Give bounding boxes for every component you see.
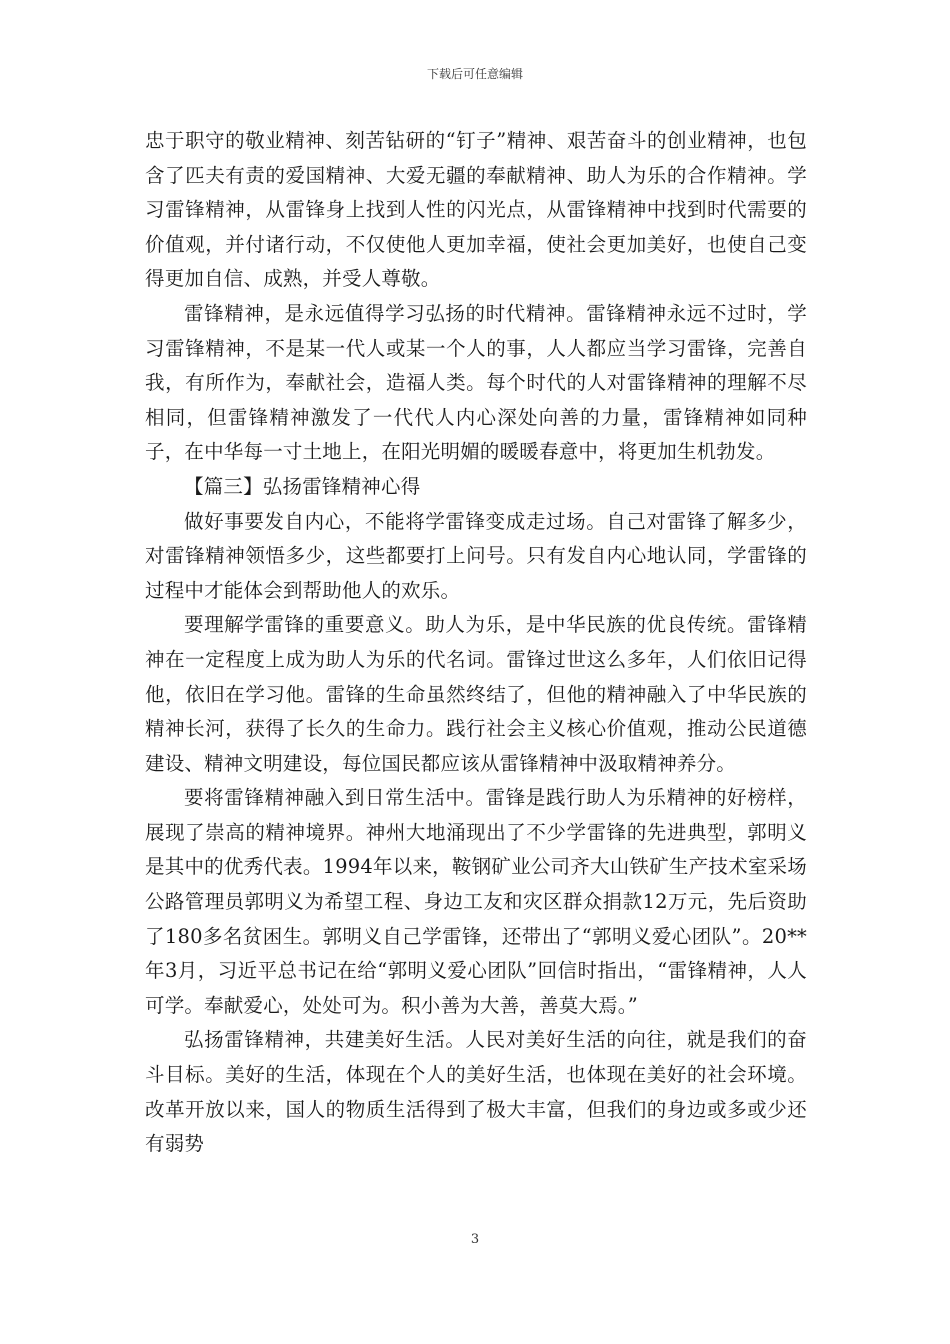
paragraph: 弘扬雷锋精神，共建美好生活。人民对美好生活的向往，就是我们的奋斗目标。美好的生活，体现在个人的美好生活，也体现在美好的社会环境。改革开放以来，国人的物质生活得到了极大丰富，但我们的身边或多或少还有弱势 [145, 1028, 807, 1156]
page-number: 3 [470, 1232, 480, 1247]
paragraph: 要理解学雷锋的重要意义。助人为乐，是中华民族的优良传统。雷锋精神在一定程度上成为助人为乐的代名词。雷锋过世这么多年，人们依旧记得他，依旧在学习他。雷锋的生命虽然终结了，但他的精神融入了中华民族的精神长河，获得了长久的生命力。践行社会主义核心价值观，推动公民道德建设、精神文明建设，每位国民都应该从雷锋精神中汲取精神养分。 [145, 613, 807, 775]
section-heading: 【篇三】弘扬雷锋精神心得 [184, 474, 421, 498]
paragraph: 雷锋精神，是永远值得学习弘扬的时代精神。雷锋精神永远不过时，学习雷锋精神，不是某一代人或某一个人的事，人人都应当学习雷锋，完善自我，有所作为，奉献社会，造福人类。每个时代的人对雷锋精神的理解不尽相同，但雷锋精神激发了一代代人内心深处向善的力量，雷锋精神如同种子，在中华每一寸土地上，在阳光明媚的暖暖春意中，将更加生机勃发。 [145, 301, 807, 464]
paragraph: 忠于职守的敬业精神、刻苦钻研的“钉子”精神、艰苦奋斗的创业精神，也包含了匹夫有责的爱国精神、大爱无疆的奉献精神、助人为乐的合作精神。学习雷锋精神，从雷锋身上找到人性的闪光点，从雷锋精神中找到时代需要的价值观，并付诸行动，不仅使他人更加幸福，使社会更加美好，也使自己变得更加自信、成熟，并受人尊敬。 [145, 129, 807, 291]
paragraph: 做好事要发自内心，不能将学雷锋变成走过场。自己对雷锋了解多少，对雷锋精神领悟多少，这些都要打上问号。只有发自内心地认同，学雷锋的过程中才能体会到帮助他人的欢乐。 [145, 509, 807, 602]
document-body [145, 124, 807, 1162]
paragraph: 要将雷锋精神融入到日常生活中。雷锋是践行助人为乐精神的好榜样，展现了崇高的精神境界。神州大地涌现出了不少学雷锋的先进典型，郭明义是其中的优秀代表。1994年以来，鞍钢矿业公司齐大山铁矿生产技术室采场公路管理员郭明义为希望工程、身边工友和灾区群众捐款12万元，先后资助了180多名贫困生。郭明义自己学雷锋，还带出了“郭明义爱心团队”。20**年3月，习近平总书记在给“郭明义爱心团队”回信时指出，“雷锋精神，人人可学。奉献爱心，处处可为。积小善为大善，善莫大焉。” [145, 786, 807, 1017]
page-header: 下载后可任意编辑 [426, 67, 523, 81]
